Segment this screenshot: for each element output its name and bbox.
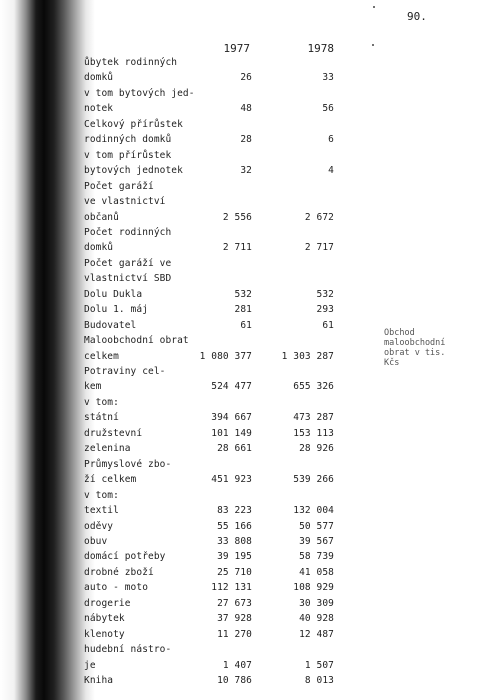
table-row xyxy=(0,659,340,673)
table-row xyxy=(0,597,340,611)
row-label: v tom bytových jed- xyxy=(84,87,195,99)
value-1977: 1 407 xyxy=(222,659,252,671)
row-label: je xyxy=(84,659,96,671)
table-row xyxy=(0,211,340,225)
table-row xyxy=(0,535,340,549)
value-1978: 4 xyxy=(328,165,334,177)
value-1978: 61 xyxy=(322,319,334,331)
table-row xyxy=(0,334,340,348)
row-label: vlastnictví SBD xyxy=(84,273,172,285)
row-label: domků xyxy=(84,242,114,254)
value-1978: 41 058 xyxy=(299,566,334,578)
table-row xyxy=(0,674,340,688)
value-1977: 26 xyxy=(240,72,252,84)
table-row xyxy=(0,350,340,364)
value-1977: 61 xyxy=(240,319,252,331)
table-row xyxy=(0,411,340,425)
value-1978: 532 xyxy=(316,288,334,300)
table-row xyxy=(0,71,340,85)
value-1978: 1 507 xyxy=(304,659,334,671)
side-note-line: Obchod xyxy=(384,328,415,338)
value-1977: 32 xyxy=(240,165,252,177)
value-1977: 28 661 xyxy=(217,443,252,455)
value-1978: 8 013 xyxy=(304,675,334,686)
row-label: Maloobchodní obrat xyxy=(84,335,189,347)
row-label: bytových jednotek xyxy=(84,165,183,177)
value-1978: 108 929 xyxy=(293,582,334,594)
value-1977: 33 808 xyxy=(217,535,252,547)
row-label: kem xyxy=(84,381,102,393)
value-1978: 56 xyxy=(322,103,334,115)
side-note-line: obrat v tis. xyxy=(384,348,446,358)
value-1977: 48 xyxy=(240,103,252,115)
value-1978: 12 487 xyxy=(299,628,334,640)
row-label: Budovatel xyxy=(84,319,137,331)
value-1978: 539 266 xyxy=(293,474,334,486)
table-row xyxy=(0,133,340,147)
table-row xyxy=(0,550,340,564)
row-label: klenoty xyxy=(84,628,125,640)
value-1978: 33 xyxy=(322,72,334,84)
value-1978: 28 926 xyxy=(299,443,334,455)
value-1977: 25 710 xyxy=(217,566,252,578)
value-1978: 153 113 xyxy=(293,427,334,439)
row-label: textil xyxy=(84,505,119,517)
table-row xyxy=(0,365,340,379)
row-label: státní xyxy=(84,412,119,424)
row-label: domků xyxy=(84,72,114,84)
column-header-1978: 1978 xyxy=(307,42,334,55)
value-1978: 2 717 xyxy=(304,242,334,254)
table-row xyxy=(0,643,340,657)
row-label: rodinných domků xyxy=(84,134,172,146)
table-row xyxy=(0,442,340,456)
table-row xyxy=(0,164,340,178)
value-1977: 532 xyxy=(234,288,252,300)
table-row xyxy=(0,180,340,194)
table-row xyxy=(0,319,340,333)
value-1978: 132 004 xyxy=(293,505,334,517)
row-label: Potraviny cel- xyxy=(84,366,166,377)
value-1977: 27 673 xyxy=(217,597,252,609)
value-1977: 281 xyxy=(234,304,252,316)
value-1977: 37 928 xyxy=(217,613,252,625)
table-row xyxy=(0,489,340,503)
table-row xyxy=(0,118,340,132)
table-row xyxy=(0,272,340,286)
row-label: ůbytek rodinných xyxy=(84,57,178,68)
table-row xyxy=(0,288,340,302)
value-1977: 2 711 xyxy=(222,242,252,254)
side-note-line: maloobchodní xyxy=(384,338,446,348)
value-1977: 83 223 xyxy=(217,505,252,517)
row-label: občanů xyxy=(84,211,119,223)
value-1978: 40 928 xyxy=(299,613,334,625)
table-row xyxy=(0,195,340,209)
row-label: auto - moto xyxy=(84,582,149,594)
table-row xyxy=(0,520,340,534)
row-label: obuv xyxy=(84,535,108,547)
value-1977: 451 923 xyxy=(211,474,252,486)
row-label: nábytek xyxy=(84,613,125,625)
row-label: oděvy xyxy=(84,520,114,532)
row-label: Počet garáží xyxy=(84,180,154,192)
row-label: Dolu 1. máj xyxy=(84,304,149,316)
value-1978: 1 303 287 xyxy=(281,350,334,362)
value-1978: 39 567 xyxy=(299,535,334,547)
value-1977: 11 270 xyxy=(217,628,252,640)
table-row xyxy=(0,257,340,271)
table-row xyxy=(0,226,340,240)
row-label: drobné zboží xyxy=(84,566,154,578)
table-row xyxy=(0,427,340,441)
value-1978: 2 672 xyxy=(304,211,334,223)
table-row xyxy=(0,581,340,595)
value-1977: 39 195 xyxy=(217,551,252,563)
table-row xyxy=(0,303,340,317)
value-1977: 524 477 xyxy=(211,381,252,393)
table-row xyxy=(0,380,340,394)
table-row xyxy=(0,458,340,472)
column-header-1977: 1977 xyxy=(223,42,250,55)
table-row xyxy=(0,102,340,116)
value-1977: 1 080 377 xyxy=(199,350,252,362)
row-label: v tom přírůstek xyxy=(84,149,172,161)
row-label: hudební nástro- xyxy=(84,644,172,656)
table-row xyxy=(0,56,340,70)
table-row xyxy=(0,473,340,487)
row-label: Dolu Dukla xyxy=(84,288,143,300)
value-1977: 112 131 xyxy=(211,582,252,594)
row-label: Kniha xyxy=(84,675,114,686)
table-row xyxy=(0,628,340,642)
table-row xyxy=(0,612,340,626)
value-1978: 58 739 xyxy=(299,551,334,563)
table-row xyxy=(0,241,340,255)
speck xyxy=(372,44,374,46)
value-1977: 2 556 xyxy=(222,211,252,223)
row-label: v tom: xyxy=(84,489,119,501)
table-row xyxy=(0,149,340,163)
value-1978: 473 287 xyxy=(293,412,334,424)
row-label: Průmyslové zbo- xyxy=(84,458,172,470)
value-1978: 50 577 xyxy=(299,520,334,532)
value-1978: 30 309 xyxy=(299,597,334,609)
row-label: celkem xyxy=(84,350,119,362)
value-1977: 101 149 xyxy=(211,427,252,439)
value-1977: 394 667 xyxy=(211,412,252,424)
speck xyxy=(373,6,375,8)
row-label: Počet garáží ve xyxy=(84,257,172,269)
row-label: Počet rodinných xyxy=(84,226,172,238)
row-label: notek xyxy=(84,103,114,115)
row-label: Celkový přírůstek xyxy=(84,118,183,130)
side-note xyxy=(384,328,479,368)
table-row xyxy=(0,566,340,580)
table-row xyxy=(0,504,340,518)
value-1977: 10 786 xyxy=(217,675,252,686)
page-number: 90. xyxy=(407,10,427,23)
value-1978: 6 xyxy=(328,134,334,146)
row-label: v tom: xyxy=(84,396,119,408)
row-label: domácí potřeby xyxy=(84,551,166,563)
table-row xyxy=(0,87,340,101)
side-note-line: Kčs xyxy=(384,358,400,368)
value-1978: 655 326 xyxy=(293,381,334,393)
row-label: družstevní xyxy=(84,427,143,439)
value-1977: 55 166 xyxy=(217,520,252,532)
row-label: zelenina xyxy=(84,443,131,455)
row-label: drogerie xyxy=(84,597,131,609)
value-1977: 28 xyxy=(240,134,252,146)
row-label: ve vlastnictví xyxy=(84,196,166,208)
row-label: ží celkem xyxy=(84,474,137,486)
value-1978: 293 xyxy=(316,304,334,316)
table-row xyxy=(0,396,340,410)
